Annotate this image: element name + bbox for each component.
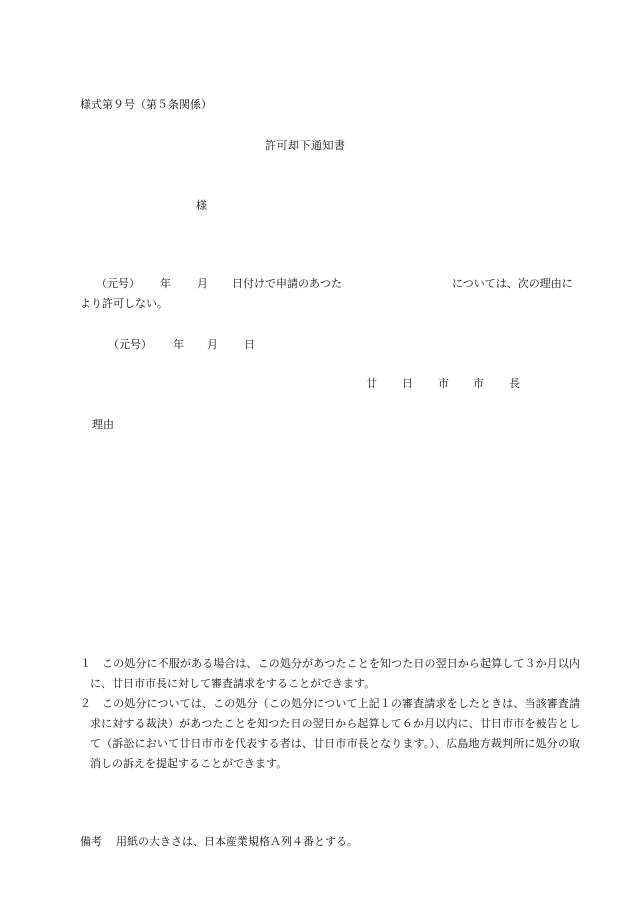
document-title: 許可却下通知書 [265,139,346,152]
signer-char: 日 [402,377,413,390]
body-year: 年 [160,277,171,290]
signer-char: 市 [438,377,449,390]
signer-char: 長 [509,377,520,390]
note-item [80,694,580,774]
body-day-application: 日付けで申請のあつた [232,277,342,290]
addressee-suffix: 様 [196,199,207,212]
body-month: 月 [197,277,208,290]
signer-char: 廿 [366,377,377,390]
body-tail: については、次の理由に [452,277,573,290]
date-era: （元号） [108,338,152,351]
note-number: １ [80,657,91,670]
note-item [80,654,580,694]
date-month: 月 [207,338,218,351]
date-year: 年 [173,338,184,351]
form-number: 様式第９号（第５条関係） [80,98,212,111]
body-line-2: より許可しない。 [80,297,168,310]
date-day: 日 [244,338,255,351]
remark-text: 用紙の大きさは、日本産業規格Ａ列４番とする。 [116,835,358,848]
note-number: ２ [80,697,91,710]
body-era: （元号） [96,277,140,290]
remark-head: 備考 [80,835,102,848]
note-text: この処分については、この処分（この処分について上記１の審査請求をしたときは、当該審査請求に対する裁決）があつたことを知つた日の翌日から起算して６か月以内に、廿日市市を被告として（訴訟において廿日市市を代表する者は、廿日市市長となります。）、広島地方裁判所に処分の取消しの訴えを提起することができます。 [90,697,580,770]
signer-char: 市 [473,377,484,390]
reason-label: 理由 [92,418,114,431]
note-text: この処分に不服がある場合は、この処分があつたことを知つた日の翌日から起算して３か月以内に、廿日市市長に対して審査請求をすることができます。 [90,657,580,690]
remark [80,835,358,849]
